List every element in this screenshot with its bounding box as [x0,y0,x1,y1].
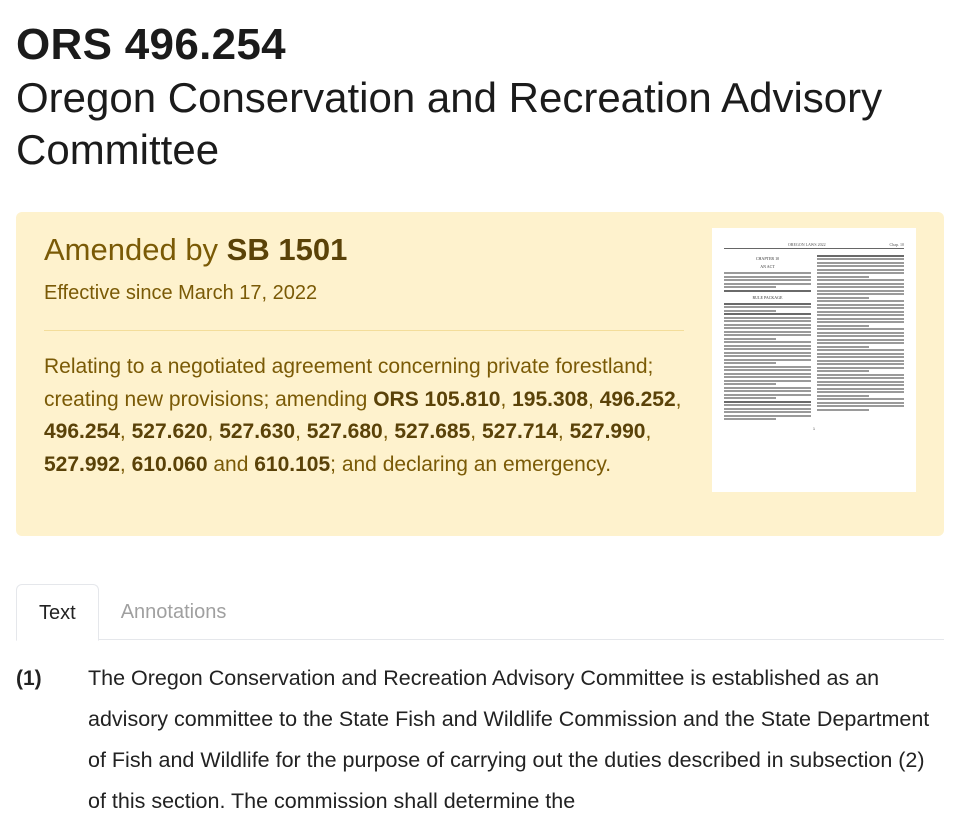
ors-link[interactable]: 527.630 [219,420,296,444]
ors-link[interactable]: 610.105 [254,452,331,476]
ors-link[interactable]: 496.252 [599,387,676,411]
ors-link[interactable]: 610.060 [131,452,208,476]
ors-link[interactable]: 527.685 [394,420,471,444]
ors-link[interactable]: 527.990 [569,420,646,444]
paragraph-text: The Oregon Conservation and Recreation Advisory Committee is established as an advisory committee to the State Fish and Wildlife Commission and the State Department of Fish and Wildlife for the purpose of carrying out the duties described in subsection (2) of this section. The commission shall determine the [88,666,930,813]
bill-page-thumbnail[interactable] [712,228,916,492]
statute-paragraph [16,664,944,813]
thumbnail-right-column [817,253,904,422]
and-word: and [207,452,255,476]
relating-clause: Relating to a negotiated agreement concerning private forestland; creating new provisions; amending ORS 105.810, 195.308, 496.252, 496.254, 527.620, 527.630, 527.680, 527.685, 527.714, 527.990, 527.992, 610.060 and 610.105; and declaring an emergency. [44,355,682,476]
ors-link[interactable]: 527.714 [481,420,558,444]
ors-link[interactable]: 496.254 [44,420,120,444]
section-number: ORS 496.254 [16,20,286,69]
tab-annotations[interactable]: Annotations [120,601,227,623]
divider [44,330,684,331]
amendment-card [16,212,944,536]
thumbnail-columns [724,253,904,422]
thumbnail-left-column: CHAPTER 10 AN ACT RULE PACKAGE [724,253,811,422]
title-block [16,0,944,176]
ors-link[interactable]: 527.680 [306,420,383,444]
section-title: Oregon Conservation and Recreation Advisory Committee [16,74,883,173]
tab-text[interactable]: Text [16,584,99,641]
ors-link[interactable]: 527.992 [44,452,120,476]
thumbnail-running-head: OREGON LAWS 2022 Chap. 10 [724,242,904,249]
ors-link[interactable]: 527.620 [131,420,208,444]
relating-intro: Relating to a negotiated agreement concerning private forestland; creating new provisions; amending [44,355,654,411]
effective-date: Effective since March 17, 2022 [44,282,318,304]
relating-outro: ; and declaring an emergency. [330,452,612,476]
thumbnail-page-number: 1 [812,425,816,431]
paragraph-number: (1) [16,667,42,690]
ors-link[interactable]: ORS 105.810 [373,387,501,411]
tab-bar [16,584,944,640]
ors-link[interactable]: 195.308 [512,387,589,411]
amended-by-label: Amended by [44,232,227,267]
bill-link[interactable]: SB 1501 [226,232,348,267]
